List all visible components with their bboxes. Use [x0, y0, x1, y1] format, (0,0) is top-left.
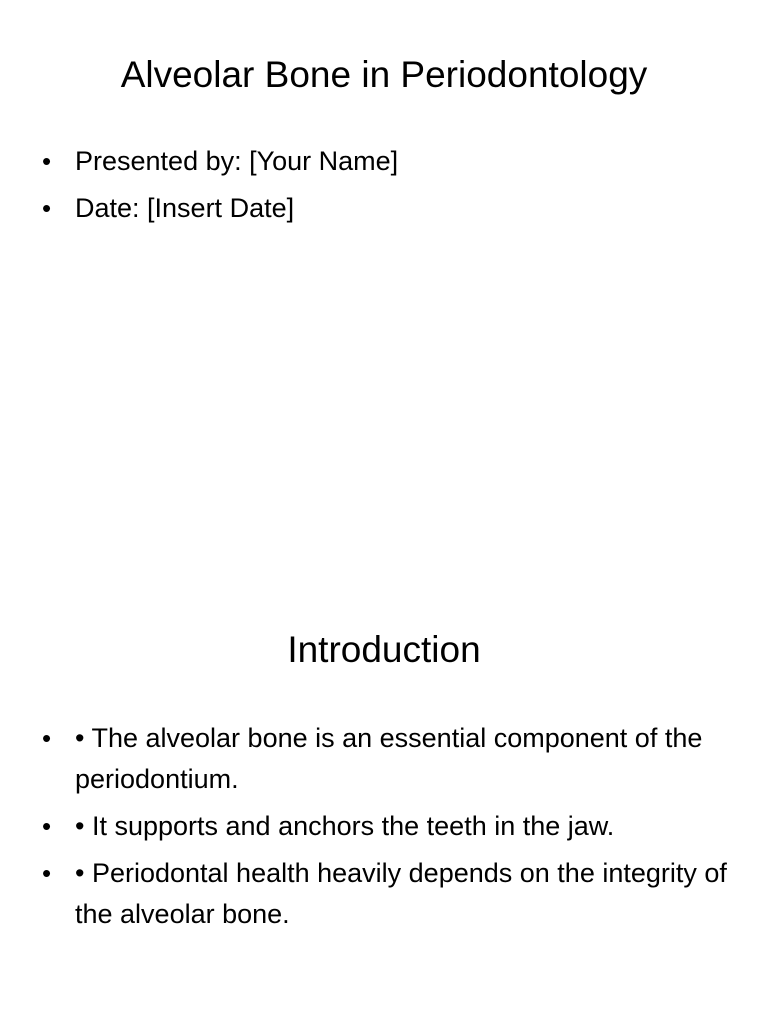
list-item: [42, 806, 732, 847]
slide-title: Introduction: [287, 629, 481, 670]
bullet-text: • Periodontal health heavily depends on the integrity of the alveolar bone.: [75, 858, 727, 929]
presenter-text: Presented by: [Your Name]: [75, 146, 399, 176]
bullet-text: • It supports and anchors the teeth in the jaw.: [75, 811, 615, 841]
list-item: [42, 853, 732, 935]
bullet-icon: [42, 718, 62, 759]
bullet-icon: [42, 853, 62, 894]
bullet-icon: [42, 188, 62, 229]
slide-introduction: [0, 512, 768, 1024]
bullet-list: [42, 141, 732, 235]
bullet-icon: [42, 141, 62, 182]
list-item: [42, 141, 732, 182]
list-item: [42, 188, 732, 229]
list-item: [42, 718, 732, 800]
bullet-list: [42, 718, 732, 941]
bullet-icon: [42, 806, 62, 847]
bullet-text: • The alveolar bone is an essential component of the periodontium.: [75, 723, 703, 794]
slide-title: Alveolar Bone in Periodontology: [120, 54, 648, 95]
date-text: Date: [Insert Date]: [75, 193, 295, 223]
